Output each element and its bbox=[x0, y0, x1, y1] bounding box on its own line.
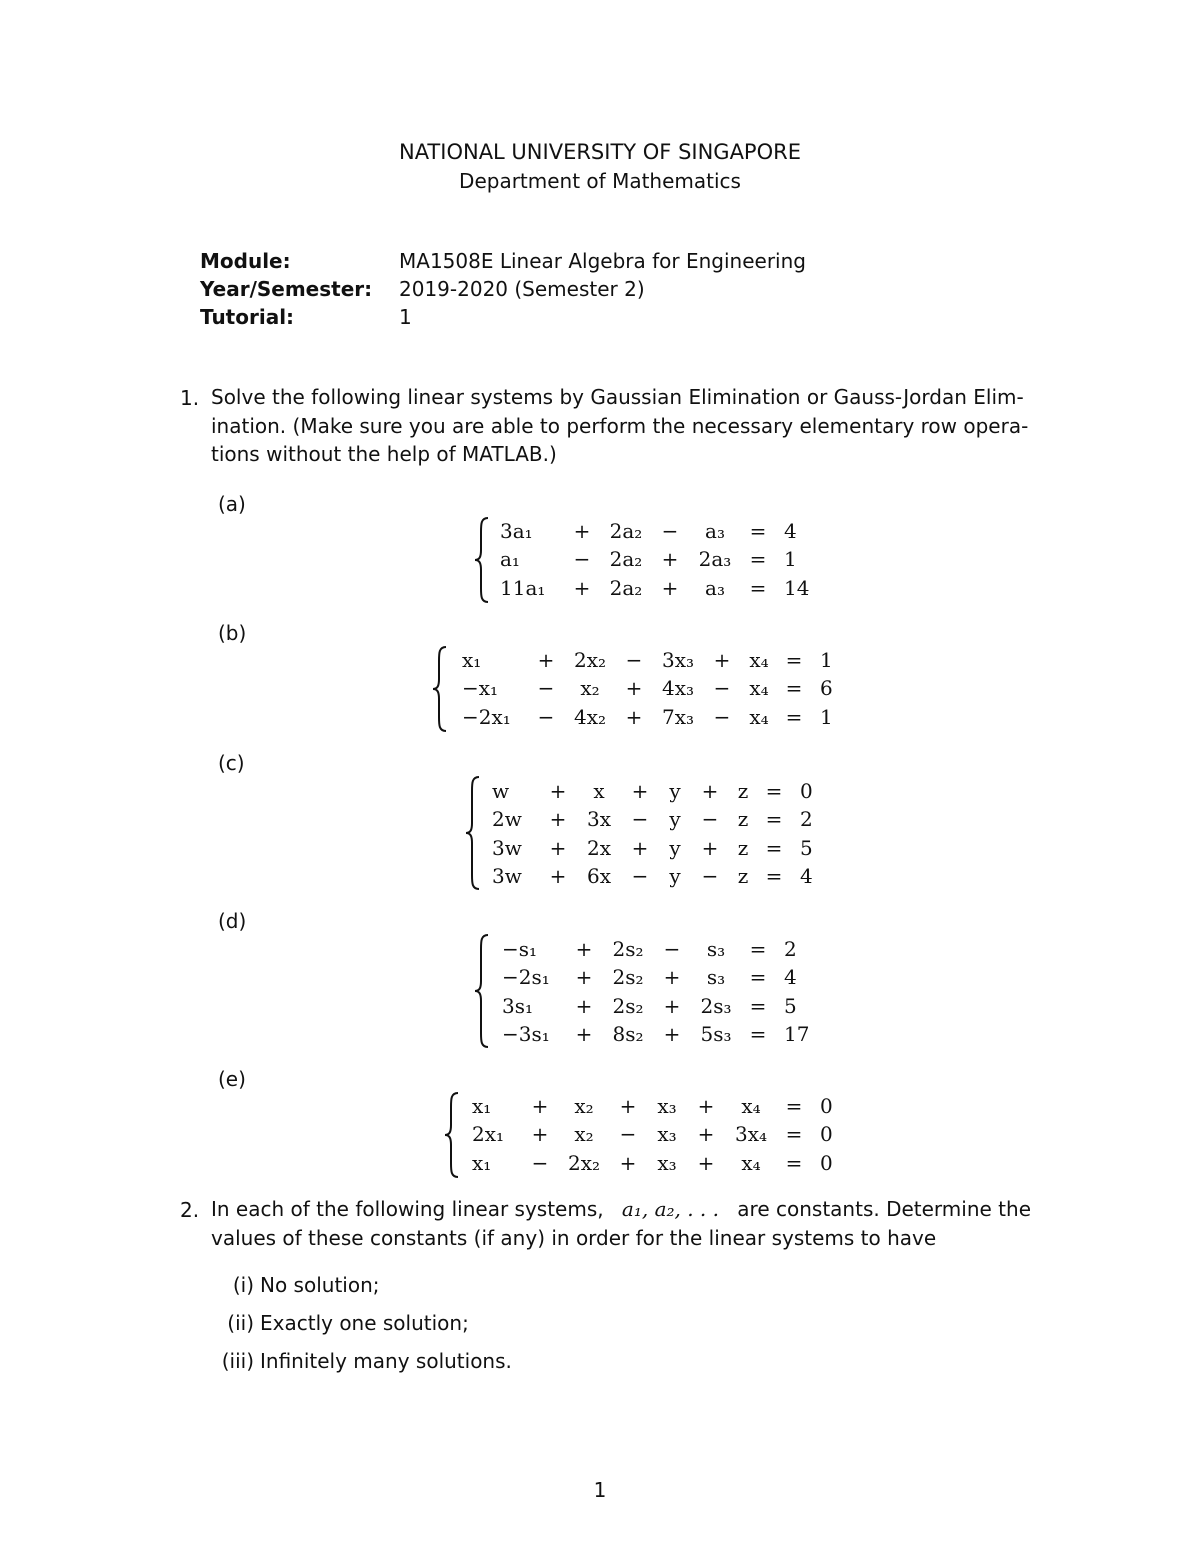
equals: = bbox=[749, 547, 767, 572]
q2-number: 2. bbox=[180, 1198, 200, 1222]
rhs: 2 bbox=[800, 807, 813, 832]
operator: + bbox=[701, 779, 719, 803]
term: 3w bbox=[492, 835, 522, 860]
term: 2a₂ bbox=[609, 575, 643, 600]
operator: + bbox=[663, 965, 681, 990]
term: z bbox=[737, 779, 749, 803]
term: x₄ bbox=[749, 676, 769, 701]
term: z bbox=[737, 835, 749, 860]
term: x₄ bbox=[749, 704, 769, 729]
operator: + bbox=[631, 779, 649, 803]
operator: − bbox=[631, 864, 649, 889]
term: a₃ bbox=[705, 519, 725, 543]
term: 2x bbox=[586, 835, 611, 860]
operator: − bbox=[661, 519, 679, 543]
term: 6x bbox=[586, 864, 611, 889]
term: x₁ bbox=[472, 1094, 492, 1118]
system-c-row bbox=[492, 805, 813, 833]
term: z bbox=[737, 807, 749, 832]
operator: − bbox=[573, 547, 591, 572]
rhs: 5 bbox=[784, 993, 797, 1018]
system-a-row bbox=[500, 574, 809, 602]
term: x₁ bbox=[462, 648, 482, 672]
term: −s₁ bbox=[502, 937, 538, 961]
rhs: 0 bbox=[820, 1094, 833, 1118]
part-c-brace bbox=[464, 775, 484, 891]
part-a-brace bbox=[473, 516, 493, 604]
operator: + bbox=[701, 835, 719, 860]
q2-item-text: Infinitely many solutions. bbox=[260, 1349, 512, 1373]
operator: − bbox=[537, 704, 555, 729]
operator: + bbox=[697, 1150, 715, 1175]
equals: = bbox=[785, 676, 803, 701]
term: 2x₂ bbox=[567, 1150, 601, 1175]
q2-constants-math: a₁, a₂, . . . bbox=[621, 1197, 720, 1221]
term: 7x₃ bbox=[661, 704, 695, 729]
term: x₂ bbox=[580, 676, 600, 701]
term: 3w bbox=[492, 864, 522, 889]
rhs: 17 bbox=[784, 1022, 810, 1047]
operator: + bbox=[531, 1122, 549, 1147]
rhs: 6 bbox=[820, 676, 833, 701]
term: −x₁ bbox=[462, 676, 499, 701]
term: 2s₂ bbox=[612, 937, 644, 961]
q1-line-2: ination. (Make sure you are able to perform the necessary elementary row opera- bbox=[211, 414, 1029, 438]
term: x₄ bbox=[749, 648, 769, 672]
operator: − bbox=[619, 1122, 637, 1147]
part-a-label: (a) bbox=[218, 492, 246, 516]
operator: − bbox=[713, 704, 731, 729]
term: 5s₃ bbox=[700, 1022, 732, 1047]
operator: + bbox=[663, 1022, 681, 1047]
rhs: 2 bbox=[784, 937, 797, 961]
q1-line-1: Solve the following linear systems by Gaussian Elimination or Gauss-Jordan Elim- bbox=[211, 385, 1024, 409]
term: y bbox=[669, 779, 681, 803]
term: x₃ bbox=[657, 1150, 677, 1175]
term: 4x₂ bbox=[573, 704, 607, 729]
operator: + bbox=[573, 575, 591, 600]
operator: − bbox=[531, 1150, 549, 1175]
operator: + bbox=[549, 779, 567, 803]
system-d-row bbox=[502, 992, 809, 1020]
operator: + bbox=[575, 965, 593, 990]
term: y bbox=[669, 864, 681, 889]
part-e-brace bbox=[443, 1091, 463, 1179]
rhs: 4 bbox=[784, 965, 797, 990]
term: 3x₄ bbox=[734, 1122, 768, 1147]
q2-line-2: values of these constants (if any) in order for the linear systems to have bbox=[211, 1226, 937, 1250]
system-a-row bbox=[500, 517, 809, 545]
term: s₃ bbox=[706, 965, 726, 990]
system-d-row bbox=[502, 963, 809, 991]
equals: = bbox=[765, 807, 783, 832]
equals: = bbox=[765, 779, 783, 803]
operator: + bbox=[573, 519, 591, 543]
operator: − bbox=[701, 864, 719, 889]
operator: − bbox=[663, 937, 681, 961]
term: 11a₁ bbox=[500, 575, 546, 600]
q2-item-label: (i) bbox=[232, 1273, 254, 1297]
operator: + bbox=[663, 993, 681, 1018]
term: 4x₃ bbox=[661, 676, 695, 701]
term: 8s₂ bbox=[612, 1022, 644, 1047]
q1-number: 1. bbox=[180, 386, 200, 410]
year-value: 2019-2020 (Semester 2) bbox=[399, 277, 645, 301]
term: 2a₂ bbox=[609, 547, 643, 572]
operator: + bbox=[575, 993, 593, 1018]
q2-line-1-start: In each of the following linear systems, bbox=[211, 1197, 604, 1221]
system-b-row bbox=[462, 674, 833, 702]
rhs: 0 bbox=[820, 1150, 833, 1175]
term: y bbox=[669, 835, 681, 860]
operator: + bbox=[697, 1094, 715, 1118]
operator: + bbox=[619, 1094, 637, 1118]
term: y bbox=[669, 807, 681, 832]
term: z bbox=[737, 864, 749, 889]
operator: + bbox=[625, 676, 643, 701]
term: −2x₁ bbox=[462, 704, 511, 729]
system-e bbox=[472, 1092, 833, 1177]
term: 2x₂ bbox=[573, 648, 607, 672]
term: 2s₂ bbox=[612, 993, 644, 1018]
operator: + bbox=[713, 648, 731, 672]
equals: = bbox=[749, 519, 767, 543]
term: s₃ bbox=[706, 937, 726, 961]
operator: − bbox=[537, 676, 555, 701]
q1-line-3: tions without the help of MATLAB.) bbox=[211, 442, 557, 466]
q2-item-text: No solution; bbox=[260, 1273, 380, 1297]
q2-line-1 bbox=[211, 1195, 1031, 1224]
part-c-label: (c) bbox=[218, 751, 245, 775]
q2-item-label: (ii) bbox=[227, 1311, 254, 1335]
term: 3x bbox=[586, 807, 611, 832]
term: x₄ bbox=[741, 1094, 761, 1118]
equals: = bbox=[765, 864, 783, 889]
page-number: 1 bbox=[593, 1478, 607, 1502]
operator: + bbox=[549, 864, 567, 889]
equals: = bbox=[785, 1122, 803, 1147]
system-b bbox=[462, 646, 833, 731]
part-b-brace bbox=[431, 645, 451, 733]
rhs: 0 bbox=[800, 779, 813, 803]
year-label: Year/Semester: bbox=[200, 277, 373, 301]
system-d-row bbox=[502, 935, 809, 963]
operator: + bbox=[697, 1122, 715, 1147]
q2-item-text: Exactly one solution; bbox=[260, 1311, 469, 1335]
term: w bbox=[492, 779, 510, 803]
rhs: 1 bbox=[820, 648, 833, 672]
term: x₄ bbox=[741, 1150, 761, 1175]
term: x₂ bbox=[574, 1122, 594, 1147]
part-e-label: (e) bbox=[218, 1067, 246, 1091]
operator: + bbox=[537, 648, 555, 672]
system-c-row bbox=[492, 834, 813, 862]
term: x₃ bbox=[657, 1094, 677, 1118]
system-c bbox=[492, 777, 813, 891]
module-label: Module: bbox=[200, 249, 291, 273]
operator: + bbox=[531, 1094, 549, 1118]
q2-item-label: (iii) bbox=[221, 1349, 254, 1373]
equals: = bbox=[749, 575, 767, 600]
term: 2w bbox=[492, 807, 522, 832]
equals: = bbox=[785, 1150, 803, 1175]
equals: = bbox=[749, 937, 767, 961]
system-b-row bbox=[462, 646, 833, 674]
rhs: 4 bbox=[800, 864, 813, 889]
term: 3a₁ bbox=[500, 519, 533, 543]
operator: + bbox=[625, 704, 643, 729]
equals: = bbox=[749, 993, 767, 1018]
term: x₁ bbox=[472, 1150, 492, 1175]
equals: = bbox=[785, 1094, 803, 1118]
system-d bbox=[502, 935, 809, 1049]
operator: + bbox=[661, 547, 679, 572]
term: 3s₁ bbox=[502, 993, 534, 1018]
operator: + bbox=[631, 835, 649, 860]
university-title: NATIONAL UNIVERSITY OF SINGAPORE bbox=[398, 140, 801, 164]
term: x₂ bbox=[574, 1094, 594, 1118]
module-value: MA1508E Linear Algebra for Engineering bbox=[399, 249, 806, 273]
rhs: 1 bbox=[784, 547, 797, 572]
term: −3s₁ bbox=[502, 1022, 550, 1047]
term: 2a₂ bbox=[609, 519, 643, 543]
term: 2s₃ bbox=[700, 993, 732, 1018]
rhs: 5 bbox=[800, 835, 813, 860]
term: a₃ bbox=[705, 575, 725, 600]
term: 2s₂ bbox=[612, 965, 644, 990]
term: 2x₁ bbox=[472, 1122, 505, 1147]
system-e-row bbox=[472, 1092, 833, 1120]
term: a₁ bbox=[500, 547, 520, 572]
q2-line-1-end: are constants. Determine the bbox=[737, 1197, 1031, 1221]
term: x₃ bbox=[657, 1122, 677, 1147]
system-e-row bbox=[472, 1149, 833, 1177]
system-a-row bbox=[500, 545, 809, 573]
term: −2s₁ bbox=[502, 965, 550, 990]
equals: = bbox=[749, 965, 767, 990]
operator: + bbox=[575, 937, 593, 961]
system-a bbox=[500, 517, 809, 602]
system-d-row bbox=[502, 1020, 809, 1048]
rhs: 0 bbox=[820, 1122, 833, 1147]
part-d-label: (d) bbox=[218, 909, 247, 933]
equals: = bbox=[785, 648, 803, 672]
term: x bbox=[593, 779, 605, 803]
term: 2a₃ bbox=[698, 547, 732, 572]
part-b-label: (b) bbox=[218, 621, 247, 645]
tutorial-value: 1 bbox=[399, 305, 412, 329]
system-c-row bbox=[492, 862, 813, 890]
department-title: Department of Mathematics bbox=[459, 169, 741, 193]
system-b-row bbox=[462, 703, 833, 731]
operator: + bbox=[619, 1150, 637, 1175]
operator: + bbox=[575, 1022, 593, 1047]
part-d-brace bbox=[473, 933, 493, 1049]
equals: = bbox=[765, 835, 783, 860]
operator: + bbox=[549, 835, 567, 860]
rhs: 14 bbox=[784, 575, 810, 600]
tutorial-label: Tutorial: bbox=[200, 305, 295, 329]
equals: = bbox=[785, 704, 803, 729]
operator: + bbox=[549, 807, 567, 832]
rhs: 1 bbox=[820, 704, 833, 729]
equals: = bbox=[749, 1022, 767, 1047]
operator: − bbox=[713, 676, 731, 701]
system-c-row bbox=[492, 777, 813, 805]
operator: + bbox=[661, 575, 679, 600]
operator: − bbox=[625, 648, 643, 672]
system-e-row bbox=[472, 1120, 833, 1148]
rhs: 4 bbox=[784, 519, 797, 543]
term: 3x₃ bbox=[661, 648, 695, 672]
operator: − bbox=[701, 807, 719, 832]
operator: − bbox=[631, 807, 649, 832]
